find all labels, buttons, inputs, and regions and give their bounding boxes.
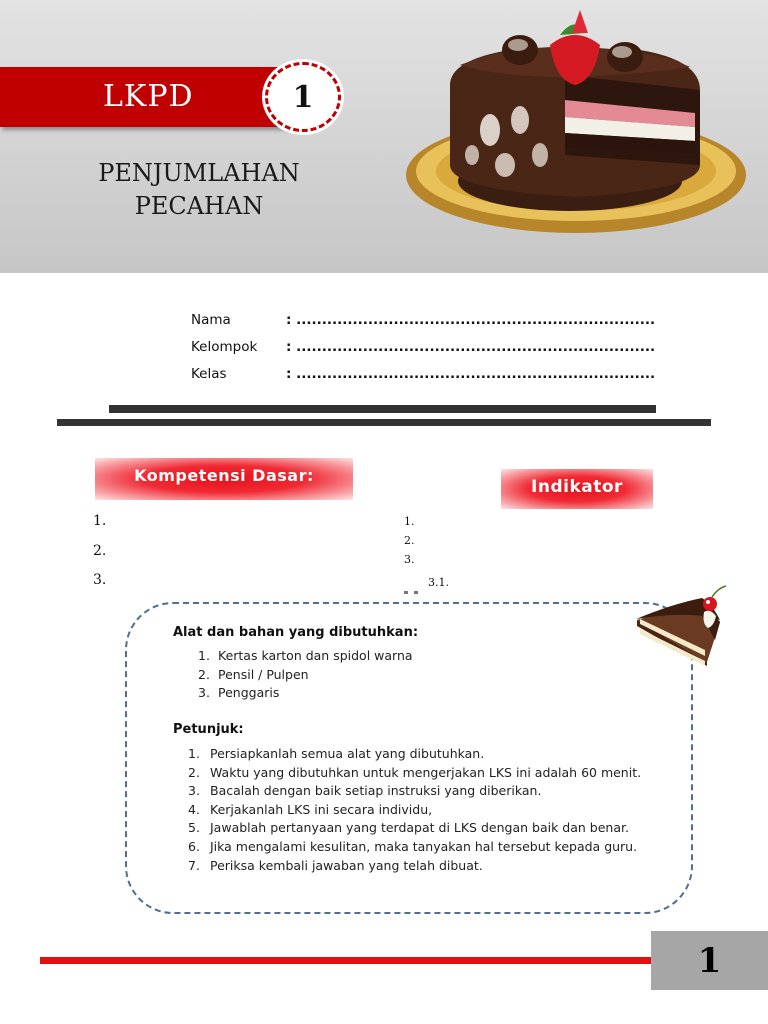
kompetensi-item-2: 2.	[93, 542, 107, 559]
petunjuk-item-text: Periksa kembali jawaban yang telah dibuat.	[210, 857, 483, 873]
kompetensi-item-1: 1.	[93, 513, 107, 529]
petunjuk-item	[188, 820, 641, 839]
petunjuk-item	[188, 783, 641, 802]
petunjuk-item-text: Waktu yang dibutuhkan untuk mengerjakan LKS ini adalah 60 menit.	[210, 764, 642, 780]
petunjuk-item-number: 7.	[188, 857, 200, 873]
petunjuk-item	[188, 746, 641, 765]
indikator-list	[404, 515, 415, 572]
title-line-1: PENJUMLAHAN	[98, 159, 300, 187]
kelas-label: Kelas	[191, 365, 227, 382]
petunjuk-item-number: 5.	[188, 820, 200, 836]
indikator-item-1: 1.	[404, 515, 415, 528]
petunjuk-item	[188, 802, 641, 821]
petunjuk-item	[188, 858, 641, 877]
kelas-field[interactable]: : ......................................................................	[286, 365, 656, 382]
indikator-clipped-text	[404, 591, 434, 594]
page-number: 1	[651, 931, 768, 990]
petunjuk-list	[188, 746, 641, 876]
alat-item-number: 1.	[198, 648, 210, 663]
petunjuk-item-number: 1.	[188, 746, 200, 761]
kompetensi-list	[93, 513, 106, 602]
petunjuk-item	[188, 839, 641, 858]
lkpd-label: LKPD	[103, 79, 194, 114]
petunjuk-item	[188, 765, 641, 784]
petunjuk-item-text: Persiapkanlah semua alat yang dibutuhkan.	[210, 746, 485, 761]
indikator-item-3: 3.	[404, 553, 415, 566]
title-line-2: PECAHAN	[134, 192, 264, 220]
alat-item	[198, 685, 413, 704]
cake-slice-icon	[632, 582, 732, 668]
identity-row-nama	[191, 306, 655, 333]
divider-top	[109, 405, 656, 413]
kelompok-field[interactable]: : ......................................................................	[286, 338, 656, 355]
alat-item-text: Pensil / Pulpen	[218, 666, 309, 682]
chocolate-cake-illustration	[400, 5, 752, 245]
petunjuk-item-text: Jika mengalami kesulitan, maka tanyakan hal tersebut kepada guru.	[210, 838, 638, 854]
alat-item-text: Penggaris	[218, 685, 280, 700]
identity-row-kelas	[191, 360, 655, 387]
indikator-item-2: 2.	[404, 534, 415, 547]
petunjuk-item-number: 4.	[188, 801, 200, 817]
page-title	[64, 157, 334, 223]
kelompok-label: Kelompok	[191, 338, 258, 355]
nama-field[interactable]: : ......................................................................	[286, 311, 656, 328]
footer-red-line	[40, 957, 654, 964]
petunjuk-item-text: Jawablah pertanyaan yang terdapat di LKS dengan baik dan benar.	[210, 820, 629, 836]
petunjuk-item-number: 2.	[188, 764, 200, 780]
petunjuk-heading: Petunjuk:	[173, 722, 244, 737]
alat-heading: Alat dan bahan yang dibutuhkan:	[173, 625, 419, 640]
kompetensi-dasar-badge: Kompetensi Dasar:	[95, 458, 353, 500]
petunjuk-item-text: Bacalah dengan baik setiap instruksi yang diberikan.	[210, 783, 542, 799]
petunjuk-item-number: 3.	[188, 783, 200, 799]
lkpd-number-badge: 1	[265, 62, 341, 132]
identity-row-kelompok	[191, 333, 655, 360]
student-identity-form	[191, 306, 655, 387]
divider-bottom	[57, 419, 711, 426]
alat-item	[198, 648, 413, 667]
alat-item	[198, 667, 413, 686]
kompetensi-item-3: 3.	[93, 572, 107, 588]
alat-item-number: 3.	[198, 685, 210, 700]
nama-label: Nama	[191, 311, 231, 328]
alat-list	[198, 648, 413, 704]
indikator-badge: Indikator	[501, 469, 653, 509]
alat-item-number: 2.	[198, 666, 210, 682]
petunjuk-item-text: Kerjakanlah LKS ini secara individu,	[210, 801, 433, 817]
alat-item-text: Kertas karton dan spidol warna	[218, 648, 413, 663]
indikator-sub-item: 3.1.	[428, 576, 449, 589]
petunjuk-item-number: 6.	[188, 838, 200, 854]
